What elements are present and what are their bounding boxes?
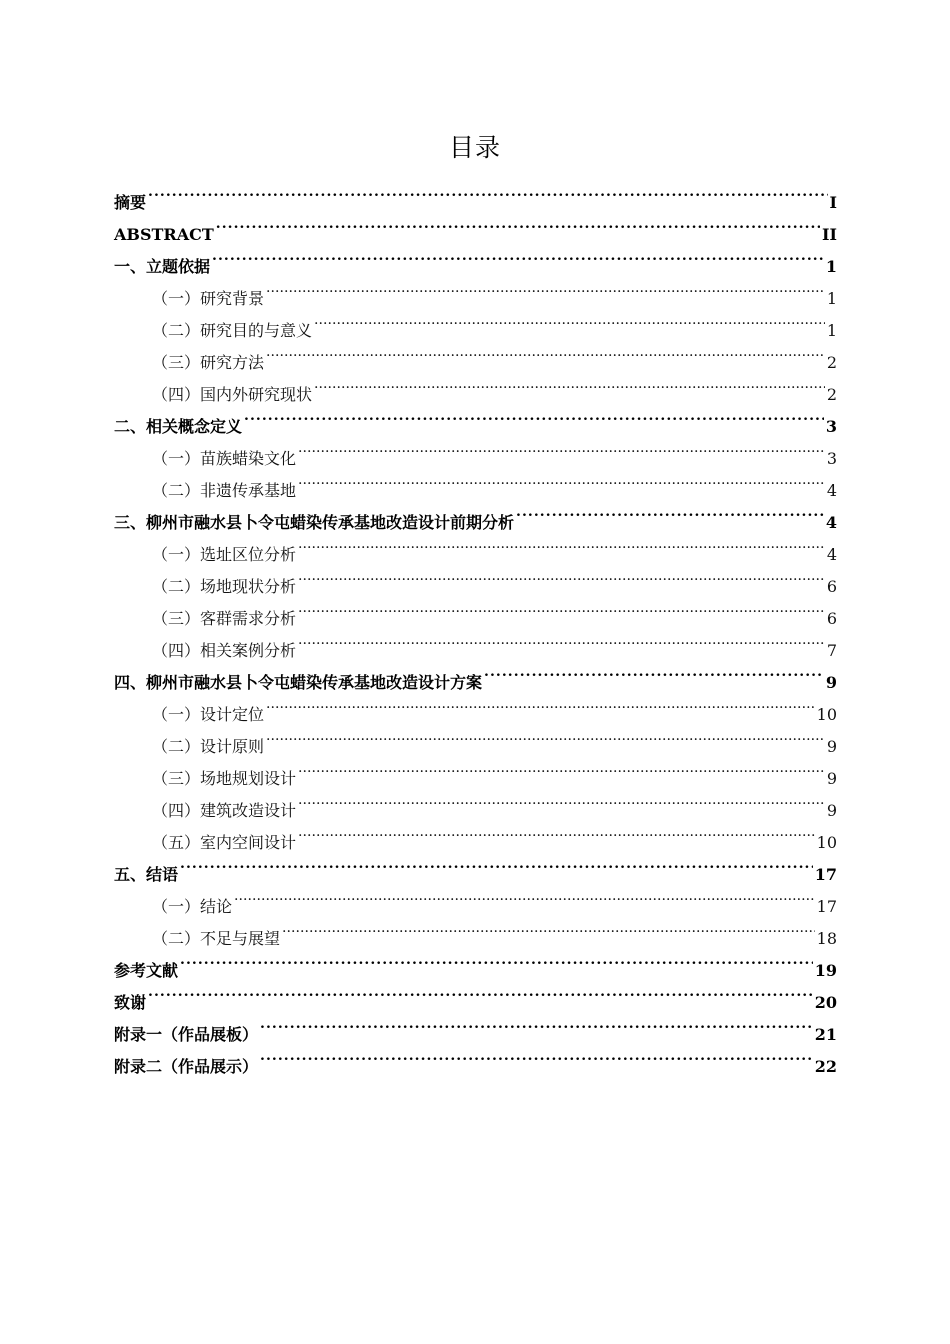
toc-entry-text: 一、立题依据 <box>114 257 211 276</box>
toc-entry-text: 致谢 <box>114 993 147 1012</box>
toc-page-number: 18 <box>816 929 837 948</box>
toc-page-number: 6 <box>826 577 837 596</box>
toc-dot-leader <box>180 944 813 976</box>
toc-dot-leader <box>516 496 824 528</box>
toc-entry[interactable] <box>114 1008 837 1044</box>
toc-entry[interactable] <box>114 176 837 212</box>
toc-page-number: 9 <box>825 673 837 692</box>
toc-page-number: 3 <box>826 449 837 468</box>
toc-dot-leader <box>266 272 825 304</box>
toc-page-number: 10 <box>816 833 837 852</box>
toc-entry-text: （一）选址区位分析 <box>152 545 297 564</box>
toc-entry-text: 摘要 <box>114 193 147 212</box>
toc-entry-text: 三、柳州市融水县卜令屯蜡染传承基地改造设计前期分析 <box>114 513 515 532</box>
toc-dot-leader <box>148 176 828 208</box>
toc-entry-text: （一）设计定位 <box>152 705 265 724</box>
toc-dot-leader <box>148 976 813 1008</box>
toc-entry-text: 附录一（作品展板） <box>114 1025 259 1044</box>
toc-entry-text: 参考文献 <box>114 961 179 980</box>
toc-dot-leader <box>260 1008 813 1040</box>
toc-page-number: 21 <box>814 1025 837 1044</box>
toc-dot-leader <box>244 400 824 432</box>
toc-entry-text: （五）室内空间设计 <box>152 833 297 852</box>
toc-dot-leader <box>298 816 815 848</box>
toc-dot-leader <box>212 240 824 272</box>
toc-page-number: 3 <box>825 417 837 436</box>
toc-dot-leader <box>260 1040 813 1072</box>
toc-dot-leader <box>298 784 825 816</box>
toc-entry-text: （二）不足与展望 <box>152 929 281 948</box>
toc-page-number: 1 <box>826 321 837 340</box>
toc-entry-text: （四）建筑改造设计 <box>152 801 297 820</box>
toc-entry-text: （三）客群需求分析 <box>152 609 297 628</box>
toc-dot-leader <box>298 560 825 592</box>
toc-dot-leader <box>298 464 825 496</box>
toc-entry-text: （一）结论 <box>152 897 233 916</box>
toc-dot-leader <box>314 304 825 336</box>
toc-page-number: 4 <box>826 481 837 500</box>
toc-entry[interactable] <box>114 880 837 916</box>
toc-dot-leader <box>298 752 825 784</box>
toc-page-number: 4 <box>826 545 837 564</box>
toc-entry-text: ABSTRACT <box>114 225 214 244</box>
toc-page-number: 22 <box>814 1057 837 1076</box>
toc-entry-text: （三）研究方法 <box>152 353 265 372</box>
toc-entry-text: 五、结语 <box>114 865 179 884</box>
toc-entry[interactable] <box>114 272 837 308</box>
toc-entry-text: （二）场地现状分析 <box>152 577 297 596</box>
toc-entry[interactable] <box>114 848 837 884</box>
toc-dot-leader <box>216 208 820 240</box>
toc-entry[interactable] <box>114 976 837 1012</box>
toc-page-number: II <box>822 225 837 244</box>
toc-entry-text: 二、相关概念定义 <box>114 417 243 436</box>
toc-page-number: 2 <box>826 385 837 404</box>
toc-dot-leader <box>266 336 825 368</box>
toc-page-number: 10 <box>816 705 837 724</box>
toc-dot-leader <box>298 432 825 464</box>
toc-page-number: 6 <box>826 609 837 628</box>
toc-entry-text: （二）非遗传承基地 <box>152 481 297 500</box>
toc-entry-text: （一）研究背景 <box>152 289 265 308</box>
toc-page-number: 4 <box>825 513 837 532</box>
toc-entry-text: （四）相关案例分析 <box>152 641 297 660</box>
toc-entry[interactable] <box>114 208 837 244</box>
toc-dot-leader <box>266 688 815 720</box>
toc-dot-leader <box>298 592 825 624</box>
toc-entry-text: 附录二（作品展示） <box>114 1057 259 1076</box>
toc-entry-text: （一）苗族蜡染文化 <box>152 449 297 468</box>
toc-page-number: 7 <box>826 641 837 660</box>
toc-dot-leader <box>266 720 825 752</box>
toc-page-number: 17 <box>816 897 837 916</box>
toc-dot-leader <box>234 880 815 912</box>
toc-page-number: 17 <box>814 865 837 884</box>
toc-title: 目录 <box>448 133 501 162</box>
toc-list <box>114 176 837 1076</box>
toc-page-number: 9 <box>826 801 837 820</box>
toc-page-number: 9 <box>826 737 837 756</box>
toc-page-number: 1 <box>826 289 837 308</box>
toc-dot-leader <box>282 912 815 944</box>
toc-page-number: I <box>829 193 837 212</box>
toc-page-number: 19 <box>814 961 837 980</box>
toc-page-number: 1 <box>825 257 837 276</box>
toc-entry-text: （四）国内外研究现状 <box>152 385 313 404</box>
toc-entry-text: （二）设计原则 <box>152 737 265 756</box>
toc-dot-leader <box>180 848 813 880</box>
toc-dot-leader <box>314 368 825 400</box>
toc-dot-leader <box>298 528 825 560</box>
toc-entry[interactable] <box>114 240 837 276</box>
toc-page-number: 9 <box>826 769 837 788</box>
toc-dot-leader <box>298 624 825 656</box>
toc-page-number: 2 <box>826 353 837 372</box>
toc-dot-leader <box>484 656 824 688</box>
toc-entry-text: （二）研究目的与意义 <box>152 321 313 340</box>
toc-entry-text: 四、柳州市融水县卜令屯蜡染传承基地改造设计方案 <box>114 673 483 692</box>
toc-entry[interactable] <box>114 944 837 980</box>
toc-page-number: 20 <box>814 993 837 1012</box>
toc-entry-text: （三）场地规划设计 <box>152 769 297 788</box>
